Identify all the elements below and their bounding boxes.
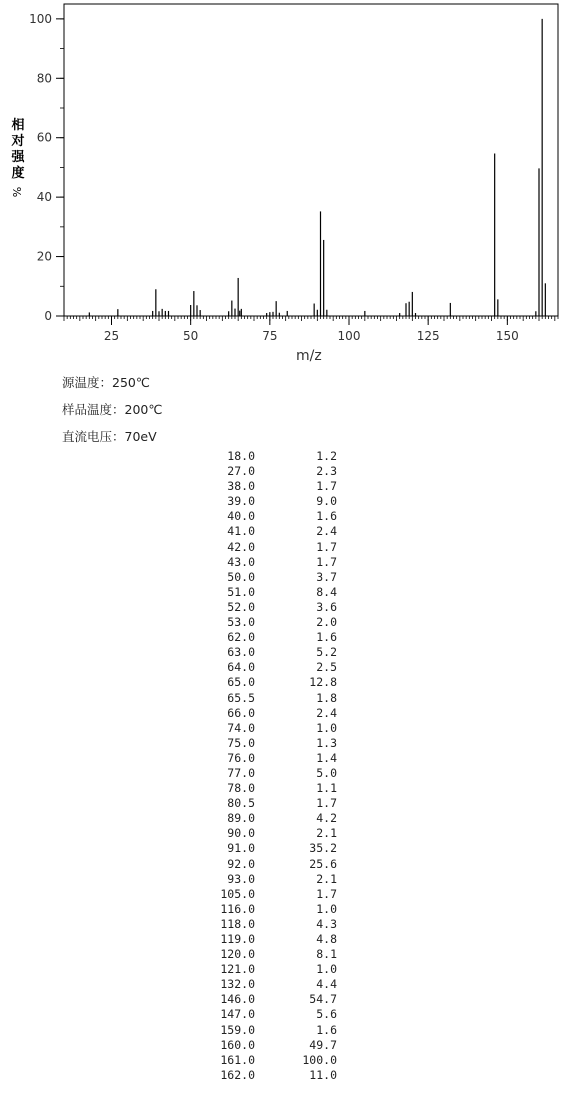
- peak-mz-value: 162.0: [220, 1067, 255, 1082]
- peak-mz-value: 132.0: [220, 977, 255, 992]
- peak-intensity-value: 1.4: [316, 750, 337, 765]
- peak-mz-value: 74.0: [227, 720, 255, 735]
- peak-mz-value: 89.0: [227, 811, 255, 826]
- peak-table-row: [180, 449, 337, 464]
- peak-table-row: [180, 1023, 337, 1038]
- peak-intensity-value: 5.2: [316, 645, 337, 660]
- peak-mz-value: 120.0: [220, 947, 255, 962]
- peak-table-row: [180, 902, 337, 917]
- peak-mz-value: 65.0: [227, 675, 255, 690]
- peak-mz-value: 63.0: [227, 645, 255, 660]
- peak-table-row: [180, 962, 337, 977]
- dc-voltage-label: 直流电压：: [62, 429, 125, 444]
- peak-table-row: [180, 766, 337, 781]
- y-tick-label: 100: [29, 11, 52, 26]
- peak-mz-value: 42.0: [227, 539, 255, 554]
- peak-mz-value: 116.0: [220, 901, 255, 916]
- mass-spectrum-chart: [0, 0, 570, 365]
- peak-mz-value: 43.0: [227, 554, 255, 569]
- peak-mz-value: 78.0: [227, 781, 255, 796]
- peak-table: [180, 449, 337, 1083]
- x-tick-label: 125: [416, 329, 440, 343]
- peak-intensity-value: 3.6: [316, 599, 337, 614]
- peak-intensity-value: 1.6: [316, 1022, 337, 1037]
- peak-intensity-value: 1.0: [316, 962, 337, 977]
- peak-table-row: [180, 585, 337, 600]
- y-tick-label: 80: [36, 71, 52, 86]
- x-tick-label: 75: [262, 329, 278, 343]
- peak-table-row: [180, 675, 337, 690]
- peak-mz-value: 53.0: [227, 615, 255, 630]
- sample-temperature-value: 200℃: [124, 402, 163, 417]
- y-tick-label: 0: [44, 309, 52, 323]
- peak-intensity-value: 11.0: [309, 1067, 337, 1082]
- peak-intensity-value: 1.0: [316, 901, 337, 916]
- peak-table-row: [180, 660, 337, 675]
- peak-mz-value: 105.0: [220, 886, 255, 901]
- peak-table-row: [180, 992, 337, 1007]
- sample-temperature: [62, 400, 162, 418]
- peak-intensity-value: 1.7: [316, 539, 337, 554]
- y-axis-label: [10, 118, 26, 200]
- peak-table-row: [180, 917, 337, 932]
- plot-frame: [64, 4, 558, 316]
- peak-table-row: [180, 570, 337, 585]
- peak-intensity-value: 54.7: [309, 992, 337, 1007]
- peak-mz-value: 160.0: [220, 1037, 255, 1052]
- peak-mz-value: 93.0: [227, 871, 255, 886]
- peak-intensity-value: 35.2: [309, 841, 337, 856]
- peak-table-row: [180, 706, 337, 721]
- peak-intensity-value: 49.7: [309, 1037, 337, 1052]
- peak-table-row: [180, 645, 337, 660]
- peak-table-row: [180, 630, 337, 645]
- x-tick-label: 25: [103, 329, 120, 343]
- peak-mz-value: 27.0: [227, 464, 255, 479]
- peak-table-row: [180, 736, 337, 751]
- peak-table-row: [180, 691, 337, 706]
- peak-mz-value: 40.0: [227, 509, 255, 524]
- peak-mz-value: 119.0: [220, 932, 255, 946]
- peak-intensity-value: 2.1: [316, 871, 337, 886]
- peak-table-row: [180, 977, 337, 992]
- peak-mz-value: 76.0: [227, 750, 255, 765]
- peak-intensity-value: 1.6: [316, 509, 337, 524]
- peak-table-row: [180, 464, 337, 479]
- peak-intensity-value: 4.4: [316, 977, 337, 992]
- peak-intensity-value: 5.6: [316, 1007, 337, 1022]
- peak-mz-value: 52.0: [227, 599, 255, 614]
- peak-intensity-value: 2.4: [316, 524, 337, 539]
- peak-intensity-value: 4.2: [316, 811, 337, 826]
- peak-intensity-value: 12.8: [309, 675, 337, 690]
- peak-intensity-value: 1.6: [316, 630, 337, 645]
- source-temperature: [62, 373, 150, 391]
- peak-mz-value: 92.0: [227, 856, 255, 871]
- peak-mz-value: 64.0: [227, 660, 255, 675]
- y-axis-label-text: [10, 118, 26, 182]
- peak-table-row: [180, 811, 337, 826]
- peak-intensity-value: 2.0: [316, 615, 337, 630]
- peak-mz-value: 121.0: [220, 962, 255, 977]
- peak-table-row: [180, 841, 337, 856]
- peak-table-row: [180, 600, 337, 615]
- peak-table-row: [180, 479, 337, 494]
- y-axis-label-char: 相: [11, 118, 25, 133]
- peak-mz-value: 41.0: [227, 524, 255, 539]
- peak-table-row: [180, 947, 337, 962]
- y-tick-label: 20: [36, 249, 52, 264]
- peak-intensity-value: 8.1: [316, 947, 337, 962]
- y-axis-label-char: 度: [11, 166, 25, 181]
- peak-mz-value: 66.0: [227, 705, 255, 720]
- peak-table-row: [180, 796, 337, 811]
- peak-table-row: [180, 540, 337, 555]
- peak-mz-value: 18.0: [227, 449, 255, 463]
- peak-mz-value: 50.0: [227, 569, 255, 584]
- x-axis-label: m/z: [296, 348, 322, 364]
- peak-mz-value: 77.0: [227, 765, 255, 780]
- peak-table-row: [180, 509, 337, 524]
- peak-intensity-value: 8.4: [316, 584, 337, 599]
- peak-intensity-value: 9.0: [316, 494, 337, 509]
- x-tick-label: 100: [337, 329, 361, 343]
- peak-intensity-value: 1.2: [316, 449, 337, 463]
- peak-mz-value: 91.0: [227, 841, 255, 856]
- peak-mz-value: 90.0: [227, 826, 255, 841]
- peak-mz-value: 147.0: [220, 1007, 255, 1022]
- peak-intensity-value: 2.4: [316, 705, 337, 720]
- peak-table-row: [180, 524, 337, 539]
- peak-intensity-value: 1.7: [316, 479, 337, 494]
- peak-table-row: [180, 751, 337, 766]
- peak-intensity-value: 1.7: [316, 796, 337, 811]
- peak-table-row: [180, 1053, 337, 1068]
- peak-intensity-value: 4.3: [316, 916, 337, 931]
- peak-table-row: [180, 1068, 337, 1083]
- peak-mz-value: 146.0: [220, 992, 255, 1007]
- peak-table-row: [180, 615, 337, 630]
- peak-mz-value: 159.0: [220, 1022, 255, 1037]
- peak-intensity-value: 2.1: [316, 826, 337, 841]
- y-tick-label: 60: [36, 130, 52, 145]
- peak-intensity-value: 5.0: [316, 765, 337, 780]
- peak-table-row: [180, 887, 337, 902]
- peak-table-row: [180, 857, 337, 872]
- peak-intensity-value: 1.7: [316, 554, 337, 569]
- peak-mz-value: 80.5: [227, 796, 255, 811]
- peak-table-row: [180, 781, 337, 796]
- peak-intensity-value: 25.6: [309, 856, 337, 871]
- y-axis-unit: %: [11, 186, 24, 198]
- peak-intensity-value: 1.7: [316, 886, 337, 901]
- peak-table-row: [180, 826, 337, 841]
- source-temperature-value: 250℃: [112, 375, 150, 390]
- peak-mz-value: 62.0: [227, 630, 255, 645]
- peak-mz-value: 75.0: [227, 735, 255, 750]
- peak-intensity-value: 2.3: [316, 464, 337, 479]
- peak-mz-value: 38.0: [227, 479, 255, 494]
- dc-voltage-value: 70eV: [124, 429, 157, 444]
- peak-intensity-value: 1.8: [316, 690, 337, 705]
- peak-intensity-value: 3.7: [316, 569, 337, 584]
- peak-table-row: [180, 1038, 337, 1053]
- peak-intensity-value: 1.3: [316, 735, 337, 750]
- peak-table-row: [180, 1007, 337, 1022]
- peak-table-row: [180, 555, 337, 570]
- peak-mz-value: 65.5: [227, 690, 255, 705]
- peak-mz-value: 39.0: [227, 494, 255, 509]
- x-tick-label: 50: [183, 329, 199, 343]
- y-tick-label: 40: [36, 190, 52, 205]
- source-temperature-label: 源温度：: [62, 375, 113, 390]
- sample-temperature-label: 样品温度：: [62, 402, 125, 417]
- peak-table-row: [180, 872, 337, 887]
- peak-mz-value: 118.0: [220, 916, 255, 931]
- peak-mz-value: 51.0: [227, 584, 255, 599]
- peak-intensity-value: 100.0: [302, 1052, 337, 1067]
- y-axis-label-char: 强: [11, 150, 25, 165]
- peak-mz-value: 161.0: [220, 1052, 255, 1067]
- peak-table-row: [180, 721, 337, 736]
- peak-intensity-value: 2.5: [316, 660, 337, 675]
- peak-table-row: [180, 932, 337, 947]
- peak-table-row: [180, 494, 337, 509]
- peak-intensity-value: 1.0: [316, 720, 337, 735]
- y-axis-label-char: 对: [11, 134, 25, 149]
- peak-intensity-value: 4.8: [316, 932, 337, 946]
- dc-voltage: [62, 427, 157, 445]
- x-tick-label: 150: [495, 329, 519, 343]
- peak-intensity-value: 1.1: [316, 781, 337, 796]
